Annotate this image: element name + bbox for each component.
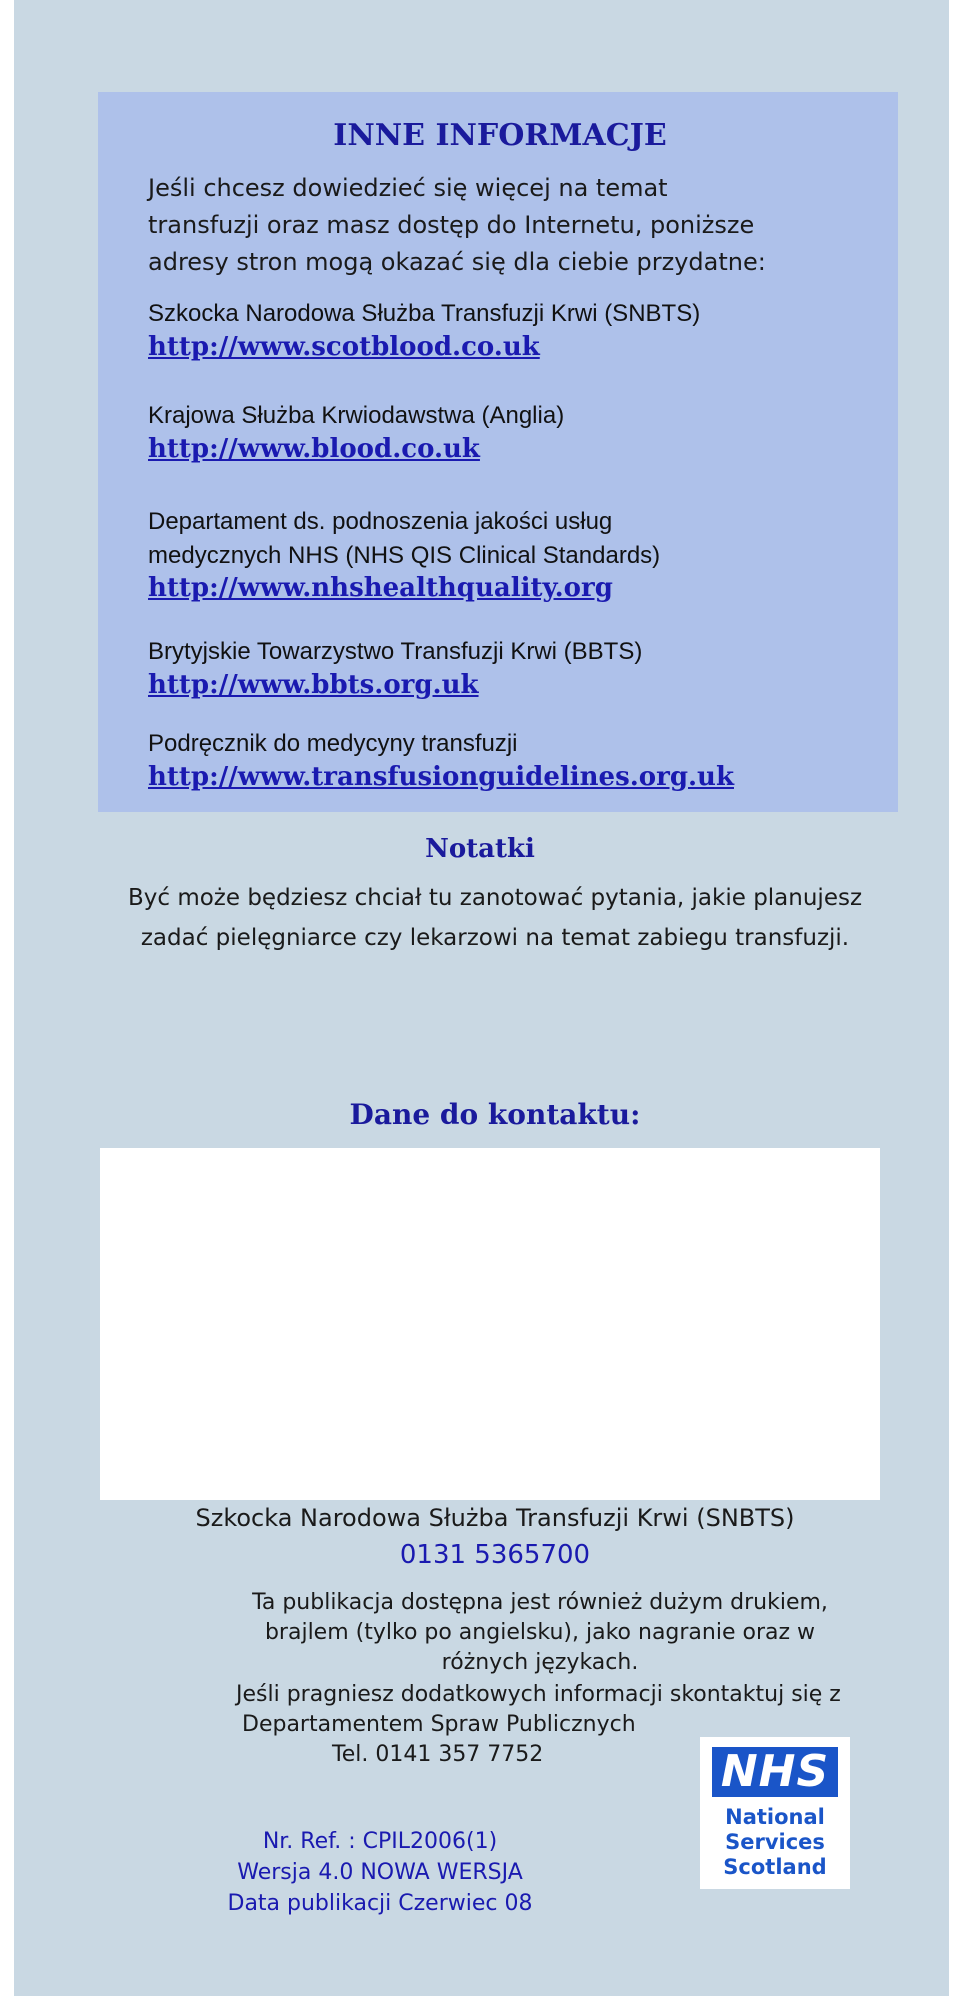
nhs-logo-main: NHS bbox=[712, 1747, 838, 1797]
nhs-logo-text bbox=[700, 1805, 850, 1880]
link-url[interactable]: http://www.bbts.org.uk bbox=[148, 670, 479, 700]
link-label: Podręcznik do medycyny transfuzji bbox=[148, 730, 518, 757]
footer-date: Data publikacji Czerwiec 08 bbox=[227, 1891, 533, 1916]
notes-title: Notatki bbox=[425, 834, 535, 864]
intro-line: transfuzji oraz masz dostęp do Internetu, poniższe bbox=[148, 211, 755, 239]
link-entry-nhsqis bbox=[148, 505, 660, 603]
publication-line: różnych językach. bbox=[441, 1650, 639, 1675]
notes-line: zadać pielęgniarce czy lekarzowi na temat zabiegu transfuzji. bbox=[140, 925, 850, 951]
info-title: INNE INFORMACJE bbox=[333, 118, 667, 153]
logo-line: Scotland bbox=[723, 1855, 827, 1879]
publication-line: Departamentem Spraw Publicznych bbox=[242, 1712, 636, 1737]
publication-line: Ta publikacja dostępna jest również dużym drukiem, bbox=[252, 1590, 828, 1615]
link-url[interactable]: http://www.nhshealthquality.org bbox=[148, 573, 613, 603]
link-label: medycznych NHS (NHS QIS Clinical Standards) bbox=[148, 542, 661, 569]
logo-line: Services bbox=[725, 1830, 825, 1854]
publication-line: Tel. 0141 357 7752 bbox=[332, 1742, 544, 1767]
link-url[interactable]: http://www.transfusionguidelines.org.uk bbox=[148, 762, 734, 792]
info-intro bbox=[148, 170, 766, 281]
logo-line: National bbox=[725, 1805, 825, 1829]
contact-phone: 0131 5365700 bbox=[399, 1540, 591, 1570]
link-label: Krajowa Służba Krwiodawstwa (Anglia) bbox=[148, 402, 565, 429]
footer-info bbox=[200, 1826, 560, 1919]
link-entry-blood bbox=[148, 402, 564, 464]
footer-version: Wersja 4.0 NOWA WERSJA bbox=[237, 1860, 523, 1885]
contact-title: Dane do kontaktu: bbox=[349, 1098, 641, 1131]
publication-text bbox=[230, 1588, 850, 1678]
link-label: Brytyjskie Towarzystwo Transfuzji Krwi (BBTS) bbox=[148, 638, 643, 665]
intro-line: adresy stron mogą okazać się dla ciebie przydatne: bbox=[148, 248, 766, 276]
link-label: Szkocka Narodowa Służba Transfuzji Krwi (SNBTS) bbox=[148, 300, 701, 327]
nhs-logo bbox=[700, 1737, 850, 1889]
publication-line: Jeśli pragniesz dodatkowych informacji skontaktuj się z bbox=[236, 1682, 841, 1707]
link-url[interactable]: http://www.blood.co.uk bbox=[148, 434, 480, 464]
link-entry-bbts bbox=[148, 638, 642, 700]
publication-line: brajlem (tylko po angielsku), jako nagranie oraz w bbox=[264, 1620, 816, 1645]
contact-field[interactable] bbox=[100, 1148, 880, 1500]
contact-org: Szkocka Narodowa Służba Transfuzji Krwi (SNBTS) bbox=[195, 1504, 795, 1532]
link-entry-snbts bbox=[148, 300, 700, 362]
intro-line: Jeśli chcesz dowiedzieć się więcej na temat bbox=[148, 174, 668, 202]
link-label: Departament ds. podnoszenia jakości usług bbox=[148, 508, 613, 535]
notes-line: Być może będziesz chciał tu zanotować pytania, jakie planujesz bbox=[127, 885, 863, 911]
footer-ref: Nr. Ref. : CPIL2006(1) bbox=[262, 1829, 498, 1854]
notes-text bbox=[0, 878, 960, 958]
link-entry-guidelines bbox=[148, 730, 734, 792]
link-url[interactable]: http://www.scotblood.co.uk bbox=[148, 332, 540, 362]
